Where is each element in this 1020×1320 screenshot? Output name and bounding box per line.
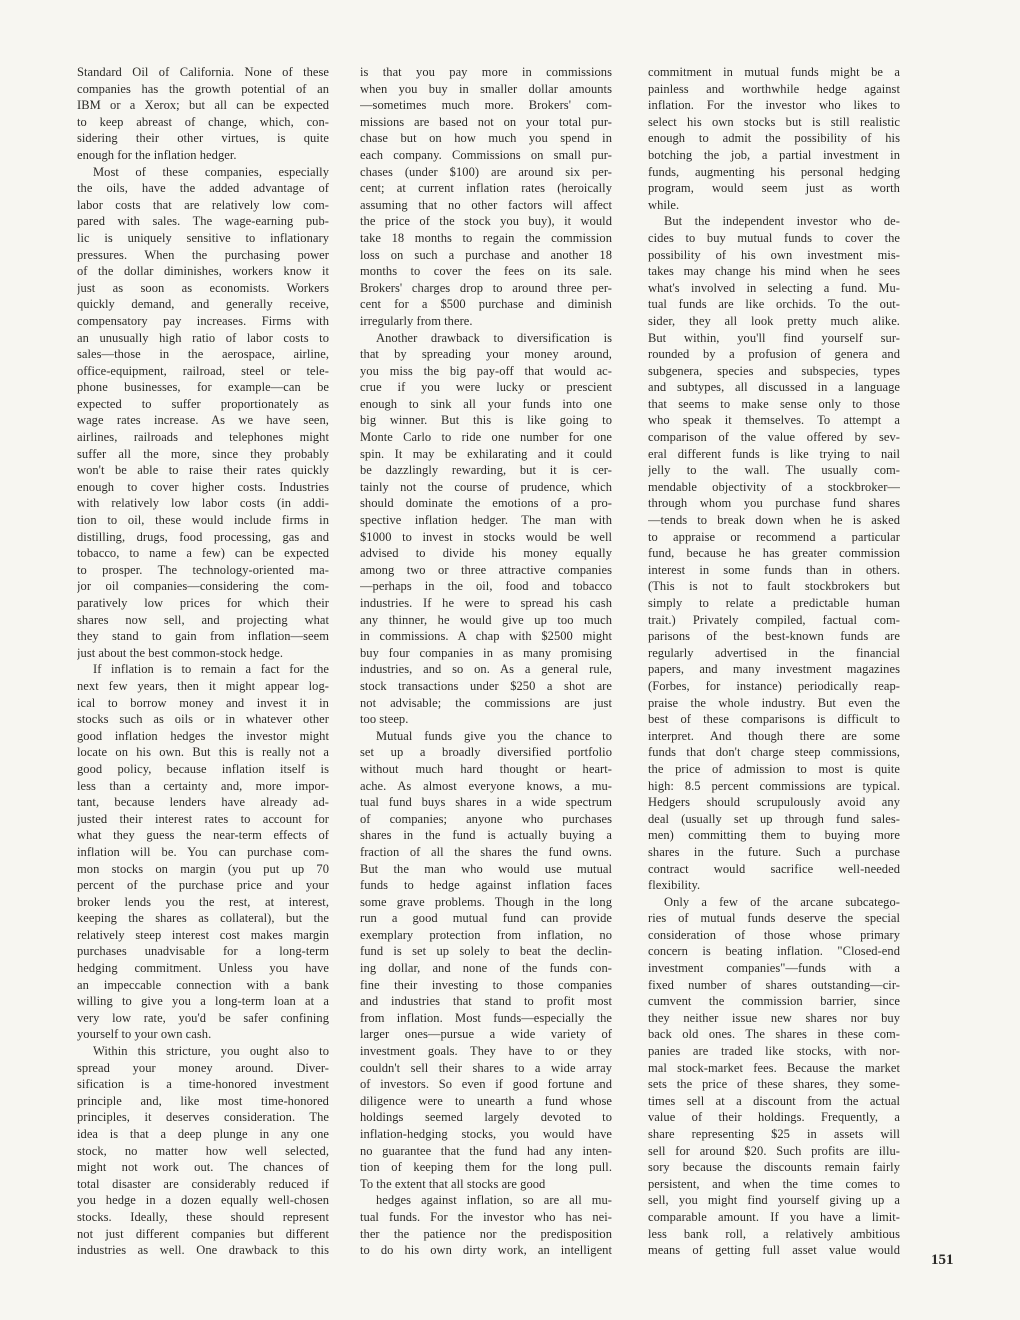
text-line: fixed number of shares outstanding—cir-	[648, 977, 900, 992]
text-line: funds that don't charge steep commissions,	[648, 745, 900, 760]
text-line: hedging commitment. Unless you have	[77, 961, 329, 976]
text-line: tion of keeping them for the long pull.	[360, 1160, 612, 1175]
text-line: ther the patience nor the predisposition	[360, 1226, 612, 1241]
text-line: assuming that no other factors will affect	[360, 197, 612, 212]
text-line: principle and, like most time-honored	[77, 1093, 329, 1108]
text-line: possibility of his own investment mis-	[648, 247, 900, 262]
text-line: broker lends you the rest, at interest,	[77, 894, 329, 909]
text-line: big winner. But this is like going to	[360, 413, 612, 428]
text-line: less bank roll, a relatively ambitious	[648, 1226, 900, 1241]
text-line: buy four companies in as many promising	[360, 645, 612, 660]
text-line: —tends to break down when he is asked	[648, 513, 900, 528]
text-line: and industries that stand to profit most	[360, 994, 612, 1009]
text-line: total disaster are considerably reduced if	[77, 1176, 329, 1191]
text-line: industries as well. One drawback to this	[77, 1243, 329, 1258]
text-line: If inflation is to remain a fact for the	[93, 662, 329, 677]
text-line: months to cover the fees on its sale.	[360, 264, 612, 279]
text-line: not just different companies but different	[77, 1226, 329, 1241]
text-line: suffer all the more, since they probably	[77, 446, 329, 461]
text-line: inflation-hedging stocks, you would have	[360, 1127, 612, 1141]
text-line: industries. If he were to spread his cash	[360, 596, 612, 610]
text-line: But the man who would use mutual	[360, 861, 612, 876]
text-line: you hedge in a dozen equally well-chosen	[77, 1193, 329, 1208]
text-line: an impeccable connection with a bank	[77, 977, 329, 992]
text-line: (Forbes, for instance) periodically reap-	[648, 678, 900, 693]
text-line: next few years, then it might appear log-	[77, 678, 329, 693]
text-line: the price of admission to most is quite	[648, 761, 900, 776]
text-line: what's involved in selecting a fund. Mu-	[648, 280, 900, 295]
text-line: industries, and so on. As a general rule,	[360, 662, 612, 677]
text-line: among two or three attractive companies	[360, 562, 612, 577]
text-line: men) committing them to buying more	[648, 828, 900, 843]
text-line: won't be able to raise their rates quickly	[77, 463, 329, 478]
text-line: sell for around $20. Such profits are illu-	[648, 1143, 900, 1158]
text-line: with relatively low labor costs (in addi-	[77, 496, 329, 511]
text-line: the price of the stock you buy), it would	[360, 214, 612, 229]
text-line: just about the best common-stock hedge.	[77, 645, 284, 660]
text-line: cent for a $500 purchase and diminish	[360, 297, 612, 312]
text-line: Standard Oil of California. None of these	[77, 65, 329, 79]
text-line: deal (usually set up through fund sales-	[648, 811, 900, 826]
text-line: flexibility.	[648, 878, 701, 893]
text-line: times sell at a discount from the actual	[648, 1093, 900, 1108]
text-line: enough for the inflation hedger.	[77, 147, 237, 162]
text-line: any thinner, he would give up too much	[360, 612, 612, 627]
text-line: just as soon as economists. Workers	[77, 280, 329, 295]
text-line: chase but on how much you spend in	[360, 131, 612, 146]
text-line: couldn't sell their shares to a wide array	[360, 1060, 612, 1075]
text-line: fund, because he has greater commission	[648, 546, 900, 561]
text-line: share representing $25 in assets will	[648, 1127, 900, 1141]
text-line: persistent, and when the time comes to	[648, 1176, 900, 1191]
text-line: advised to divide his money equally	[360, 546, 612, 561]
text-line: ache. As almost everyone knows, a mu-	[360, 778, 612, 793]
text-line: without much hard thought or heart-	[360, 761, 612, 776]
text-line: you miss the big pay-off that would ac-	[360, 363, 612, 378]
text-line: subgenera, species and subspecies, types	[648, 363, 900, 378]
text-line: enough to admit the possibility of his	[648, 131, 900, 146]
text-line: and subtypes, all discussed in a language	[648, 380, 900, 395]
text-line: funds to hedge against inflation faces	[360, 878, 612, 893]
text-line: shares in the future. Such a purchase	[648, 844, 900, 859]
text-line: But within, you'll find yourself sur-	[648, 330, 900, 345]
text-line: Mutual funds give you the chance to	[376, 728, 612, 743]
text-line: of the dollar diminishes, workers know it	[77, 264, 329, 279]
text-line: panies are traded like stocks, with nor-	[648, 1044, 900, 1059]
text-line: comparison of the value offered by sev-	[648, 430, 900, 445]
text-line: best of these comparisons is difficult to	[648, 712, 900, 727]
text-line: they neither issue new shares nor buy	[648, 1010, 900, 1025]
text-line: from inflation. Most funds—especially the	[360, 1010, 612, 1025]
text-line: rounded by a profusion of genera and	[648, 347, 900, 362]
text-line: good inflation hedges the investor might	[77, 728, 329, 743]
text-line: contract would sacrifice well-needed	[648, 861, 900, 876]
text-line: To the extent that all stocks are good	[360, 1176, 546, 1191]
text-line: purchases unadvisable for a long-term	[77, 944, 329, 959]
text-line: trait.) Privately compiled, factual com-	[648, 612, 900, 627]
text-line: stocks. Ideally, these should represent	[77, 1209, 329, 1224]
text-line: —perhaps in the oil, food and tobacco	[360, 579, 612, 594]
text-line: when you buy in smaller dollar amounts	[360, 81, 612, 96]
text-line: justed their interest rates to account for	[77, 811, 329, 826]
text-line: keeping the shares as collateral), but the	[77, 911, 329, 926]
text-line: interest in some funds than in others.	[648, 562, 900, 577]
text-line: cumvent the commission barrier, since	[648, 994, 900, 1009]
text-line: to do his own dirty work, an intelligent	[360, 1243, 612, 1258]
text-line: tual funds. For the investor who has nei-	[360, 1209, 612, 1224]
text-line: that seems to make sense only to those	[648, 396, 900, 411]
text-line: crue if you were lucky or prescient	[360, 380, 612, 395]
text-line: companies has the growth potential of an	[77, 81, 329, 96]
text-line: papers, and many investment magazines	[648, 662, 900, 677]
text-line: not advisable; the commissions are just	[360, 695, 612, 710]
text-line: is that you pay more in commissions	[360, 65, 612, 79]
text-line: inflation. For the investor who likes to	[648, 98, 900, 113]
text-line: interpret. And though there are some	[648, 728, 900, 743]
text-line: regularly advertised in the financial	[648, 645, 900, 660]
text-line: Hedgers should scrupulously avoid any	[648, 795, 900, 810]
text-line: takes may change his mind when he sees	[648, 264, 900, 279]
text-line: wage rates increase. As we have seen,	[77, 413, 329, 428]
text-line: to prosper. The technology-oriented ma-	[77, 562, 329, 577]
text-line: to appraise or recommend a particular	[648, 529, 900, 544]
text-line: hedges against inflation, so are all mu-	[376, 1193, 612, 1208]
text-line: expected to suffer proportionately as	[77, 396, 329, 411]
text-line: good policy, because inflation itself is	[77, 761, 329, 776]
text-line: of investors. So even if good fortune and	[360, 1077, 612, 1092]
text-line: tion to oil, these would include firms in	[77, 513, 329, 528]
text-line: idea is that a deep plunge in any one	[77, 1127, 329, 1141]
text-line: enough to cover higher costs. Industries	[77, 479, 329, 494]
text-line: cides to buy mutual funds to cover the	[648, 230, 900, 245]
text-line: the oils, have the added advantage of	[77, 181, 329, 196]
text-line: Monte Carlo to ride one number for one	[360, 430, 612, 445]
text-line: in commissions. A chap with $2500 might	[360, 629, 612, 644]
text-line: some grave problems. Though in the long	[360, 894, 612, 909]
text-line: —sometimes much more. Brokers' com-	[360, 98, 612, 113]
text-line: Within this stricture, you ought also to	[93, 1044, 329, 1059]
text-line: office-equipment, railroad, steel or tele-	[77, 363, 329, 378]
text-line: yourself to your own cash.	[77, 1027, 212, 1042]
text-line: tant, because lenders have already ad-	[77, 795, 329, 810]
text-line: concern is beating inflation. "Closed-end	[648, 944, 900, 959]
text-line: tainly not the course of prudence, which	[360, 479, 612, 494]
text-line: botching the job, a partial investment in	[648, 147, 900, 162]
text-line: sidering their other virtues, is quite	[77, 131, 329, 146]
text-line: willing to give you a long-term loan at a	[77, 994, 329, 1009]
text-line: very low rate, you'd be safer confining	[77, 1010, 329, 1025]
text-line: But the independent investor who de-	[664, 214, 900, 229]
text-line: cent; at current inflation rates (heroically	[360, 181, 612, 196]
text-line: chases (under $100) are around six per-	[360, 164, 612, 179]
text-line: shares in the fund is actually buying a	[360, 828, 612, 843]
text-line: loss on such a purchase and another 18	[360, 247, 612, 262]
text-line: consideration of those whose primary	[648, 927, 900, 942]
text-line: larger ones—pursue a wide variety of	[360, 1027, 612, 1042]
text-line: mendable objectivity of a stockbroker—	[648, 479, 900, 494]
text-line: take 18 months to regain the commission	[360, 230, 612, 245]
text-line: value of their holdings. Frequently, a	[648, 1110, 900, 1125]
text-line: relatively steep interest cost makes margin	[77, 927, 329, 942]
text-line: commitment in mutual funds might be a	[648, 65, 900, 79]
text-line: less than a certainty and, more impor-	[77, 778, 329, 793]
text-line: stock, no matter how well selected,	[77, 1143, 329, 1158]
text-line: fraction of all the shares the fund owns.	[360, 844, 612, 859]
text-line: Most of these companies, especially	[93, 164, 329, 179]
text-line: might not work out. The chances of	[77, 1160, 329, 1175]
text-line: ing dollar, and none of the funds con-	[360, 961, 612, 976]
text-line: set up a broadly diversified portfolio	[360, 745, 612, 760]
text-line: painless and worthwhile hedge against	[648, 81, 900, 96]
text-line: mon stocks on margin (you put up 70	[77, 861, 329, 876]
text-column-3	[648, 64, 900, 1259]
text-line: spread your money around. Diver-	[77, 1060, 329, 1075]
text-line: sell, you might find yourself giving up a	[648, 1193, 900, 1208]
text-line: distilling, drugs, food processing, gas and	[77, 529, 329, 544]
text-line: sets the price of these shares, they some-	[648, 1077, 900, 1092]
text-line: spective inflation hedger. The man with	[360, 513, 612, 528]
text-line: irregularly from there.	[360, 313, 473, 328]
text-line: each company. Commissions on small pur-	[360, 147, 612, 162]
text-line: program, would seem just as worth	[648, 181, 900, 196]
text-line: Another drawback to diversification is	[376, 330, 612, 345]
text-line: stocks such as oils or in whatever other	[77, 712, 329, 727]
text-line: Brokers' charges drop to around three per-	[360, 280, 612, 295]
text-line: be dazzlingly rewarding, but it is cer-	[360, 463, 612, 478]
text-line: locate on his own. But this is really not a	[77, 745, 329, 760]
text-line: principles, it deserves consideration. The	[77, 1110, 329, 1125]
text-line: IBM or a Xerox; but all can be expected	[77, 98, 329, 113]
text-line: inflation will be. You can purchase com-	[77, 844, 329, 859]
text-column-2	[360, 64, 612, 1259]
text-line: labor costs that are relatively low com-	[77, 197, 329, 212]
text-line: investment companies"—funds with a	[648, 961, 900, 976]
text-line: $1000 to invest in stocks would be well	[360, 529, 612, 544]
text-line: back old ones. The shares in these com-	[648, 1027, 900, 1042]
text-line: comparable amount. If you have a limit-	[648, 1209, 900, 1224]
text-line: sales—those in the aerospace, airline,	[77, 347, 329, 362]
text-line: sider, they all look pretty much alike.	[648, 313, 900, 328]
text-line: lic is uniquely sensitive to inflationary	[77, 230, 329, 245]
text-line: praise the whole industry. But even the	[648, 695, 900, 710]
text-line: to keep abreast of change, which, con-	[77, 114, 329, 129]
text-line: jelly to the wall. The usually com-	[648, 463, 900, 478]
text-line: parisons of the best-known funds are	[648, 629, 900, 644]
text-line: ical to borrow money and invest it in	[77, 695, 329, 710]
text-line: pressures. When the purchasing power	[77, 247, 329, 262]
text-line: eral different funds is like trying to nail	[648, 446, 900, 461]
text-line: that by spreading your money around,	[360, 347, 612, 362]
text-line: high: 8.5 percent commissions are typical.	[648, 778, 900, 793]
text-line: holdings seemed largely devoted to	[360, 1110, 612, 1125]
text-line: exemplary protection from inflation, no	[360, 927, 612, 942]
text-line: compensatory pay increases. Firms with	[77, 313, 329, 328]
text-line: through whom you purchase fund shares	[648, 496, 900, 511]
text-line: who speak it themselves. To attempt a	[648, 413, 900, 428]
text-line: (This is not to fault stockbrokers but	[648, 579, 900, 594]
text-line: fund is set up solely to beat the declin-	[360, 944, 612, 959]
text-line: simply to relate a predictable human	[648, 596, 900, 610]
text-line: spin. It may be exhilarating and it could	[360, 446, 612, 461]
text-line: tual fund buys shares in a wide spectrum	[360, 795, 612, 810]
text-line: investment goals. They have to or they	[360, 1044, 612, 1059]
text-line: missions are based not on your total pur-	[360, 114, 612, 129]
text-line: tobacco, to name a few) can be expected	[77, 546, 329, 561]
text-line: run a good mutual fund can provide	[360, 911, 612, 926]
text-line: sory because the discounts remain fairly	[648, 1160, 900, 1175]
text-line: of companies; anyone who purchases	[360, 811, 612, 826]
text-line: should dominate the emotions of a pro-	[360, 496, 612, 511]
text-line: phone businesses, for example—can be	[77, 380, 329, 395]
text-line: fine their investing to those companies	[360, 977, 612, 992]
text-line: pared with sales. The wage-earning pub-	[77, 214, 329, 229]
text-line: quickly demand, and generally receive,	[77, 297, 329, 312]
text-line: tual funds are like orchids. To the out-	[648, 297, 900, 312]
text-line: an unusually high ratio of labor costs to	[77, 330, 329, 345]
text-line: paratively low prices for which their	[77, 596, 329, 610]
text-column-1	[77, 64, 329, 1259]
page-number: 151	[931, 1252, 954, 1268]
text-line: diligence were to unearth a fund whose	[360, 1093, 612, 1108]
text-line: mal stock-market fees. Because the market	[648, 1060, 900, 1075]
text-line: Only a few of the arcane subcatego-	[664, 894, 900, 909]
text-line: ries of mutual funds deserve the special	[648, 911, 900, 926]
text-line: select his own stocks but is still realistic	[648, 114, 900, 129]
text-line: means of getting full asset value would	[648, 1243, 900, 1258]
text-line: they stand to gain from inflation—seem	[77, 629, 329, 644]
text-line: shares now sell, and projecting what	[77, 612, 329, 627]
text-line: funds, augmenting his personal hedging	[648, 164, 900, 179]
text-line: percent of the purchase price and your	[77, 878, 329, 893]
text-line: enough to sink all your funds into one	[360, 396, 612, 411]
text-line: stock transactions under $250 a shot are	[360, 678, 612, 693]
text-line: too steep.	[360, 712, 409, 727]
text-line: jor oil companies—considering the com-	[77, 579, 329, 594]
text-line: airlines, railroads and telephones might	[77, 430, 329, 445]
text-line: sification is a time-honored investment	[77, 1077, 329, 1092]
text-line: what they guess the near-term effects of	[77, 828, 329, 843]
text-line: no guarantee that the fund had any inten-	[360, 1143, 612, 1158]
text-line: while.	[648, 197, 680, 212]
